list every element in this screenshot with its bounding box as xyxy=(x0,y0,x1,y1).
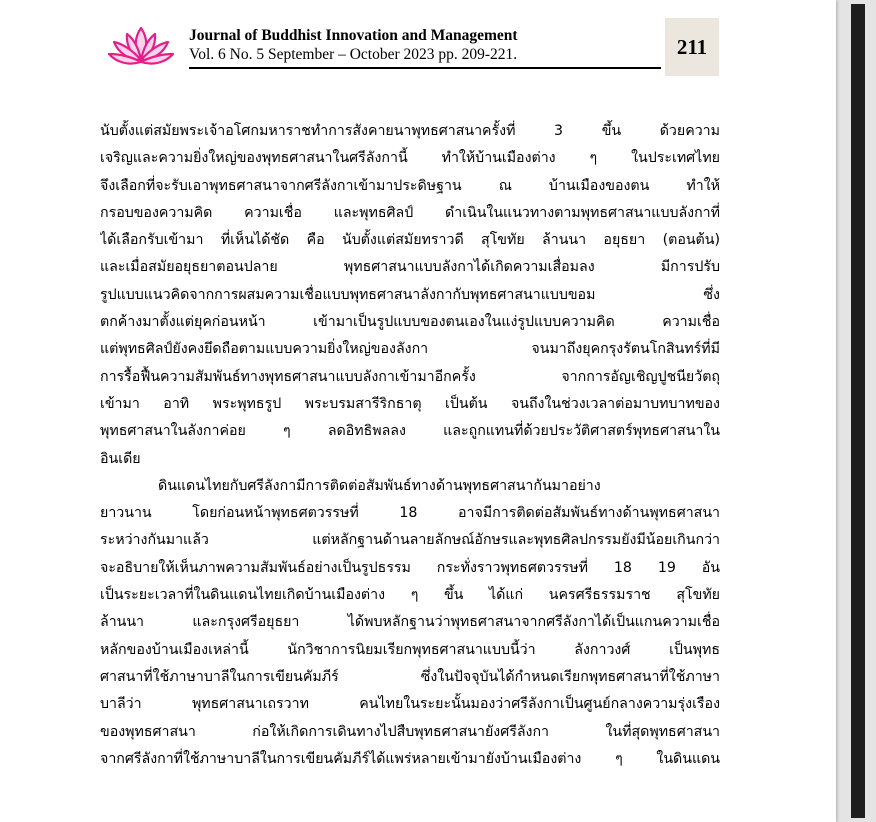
lotus-icon xyxy=(106,22,176,70)
text-line: นับตั้งแต่สมัยพระเจ้าอโศกมหาราชทำการสังคายนาพุทธศาสนาครั้งที่ 3 ขึ้น ด้วยความ xyxy=(100,123,720,139)
text-line: กรอบของความคิด ความเชื่อ และพุทธศิลป์ ดำเนินในแนวทางตามพุทธศาสนาแบบลังกาที่ xyxy=(100,204,720,221)
text-line: เจริญและความยิ่งใหญ่ของพุทธศาสนาในศรีลังกานี้ ทำให้บ้านเมืองต่าง ๆ ในประเทศไทย xyxy=(100,150,720,167)
body-text xyxy=(100,118,720,773)
text-line: ดินแดนไทยกับศรีลังกามีการติดต่อสัมพันธ์ทางด้านพุทธศาสนากันมาอย่าง xyxy=(158,477,601,494)
journal-issue: Vol. 6 No. 5 September – October 2023 pp. 209-221. xyxy=(189,46,518,63)
text-line: ได้เลือกรับเข้ามา ที่เห็นได้ชัด คือ นับตั้งแต่สมัยทราวดี สุโขทัย ล้านนา อยุธยา (ตอนต้น) xyxy=(100,232,720,249)
text-line: แต่พุทธศิลป์ยังคงยึดถือตามแบบความยิ่งใหญ่ของลังกา จนมาถึงยุคกรุงรัตนโกสินทร์ที่มี xyxy=(100,341,720,358)
text-line: หลักของบ้านเมืองเหล่านี้ นักวิชาการนิยมเรียกพุทธศาสนาแบบนี้ว่า ลังกาวงศ์ เป็นพุทธ xyxy=(100,641,720,658)
text-line: ระหว่างกันมาแล้ว แต่หลักฐานด้านลายลักษณ์อักษรและพุทธศิลปกรรมยังมีน้อยเกินกว่า xyxy=(100,532,720,549)
text-line: พุทธศาสนาในลังกาค่อย ๆ ลดอิทธิพลลง และถูกแทนที่ด้วยประวัติศาสตร์พุทธศาสนาใน xyxy=(100,423,720,440)
text-line: และเมื่อสมัยอยุธยาตอนปลาย พุทธศาสนาแบบลังกาได้เกิดความเสื่อมลง มีการปรับ xyxy=(100,259,720,276)
text-line: รูปแบบแนวคิดจากการผสมความเชื่อแบบพุทธศาสนาลังกากับพุทธศาสนาแบบขอม ซึ่ง xyxy=(100,286,720,303)
header-rule xyxy=(189,67,661,69)
text-line: ตกค้างมาตั้งแต่ยุคก่อนหน้า เข้ามาเป็นรูปแบบของตนเองในแง่รูปแบบความคิด ความเชื่อ xyxy=(100,314,720,331)
paragraph-2 xyxy=(100,473,720,773)
text-line: จึงเลือกที่จะรับเอาพุทธศาสนาจากศรีลังกาเข้ามาประดิษฐาน ณ บ้านเมืองของตน ทำให้ xyxy=(100,177,720,194)
text-line: อินเดีย xyxy=(100,450,141,467)
text-line: ยาวนาน โดยก่อนหน้าพุทธศตวรรษที่ 18 อาจมีการติดต่อสัมพันธ์ทางด้านพุทธศาสนา xyxy=(100,505,720,522)
journal-title: Journal of Buddhist Innovation and Management xyxy=(189,27,518,44)
text-line: การรื้อฟื้นความสัมพันธ์ทางพุทธศาสนาแบบลังกาเข้ามาอีกครั้ง จากการอัญเชิญปูชนียวัตถุ xyxy=(100,368,720,385)
page-number-box xyxy=(665,18,719,76)
text-line: บาลีว่า พุทธศาสนาเถรวาท คนไทยในระยะนั้นมองว่าศรีลังกาเป็นศูนย์กลางความรุ่งเรือง xyxy=(100,696,720,713)
page-number: 211 xyxy=(676,34,708,59)
text-line: ศาสนาที่ใช้ภาษาบาลีในการเขียนคัมภีร์ ซึ่งในปัจจุบันได้กำหนดเรียกพุทธศาสนาที่ใช้ภาษา xyxy=(100,668,720,685)
text-line: จะอธิบายให้เห็นภาพความสัมพันธ์อย่างเป็นรูปธรรม กระทั่งราวพุทธศตวรรษที่ 18 19 อัน xyxy=(100,559,720,576)
text-line: ล้านนา และกรุงศรีอยุธยา ได้พบหลักฐานว่าพุทธศาสนาจากศรีลังกาได้เป็นแกนความเชื่อ xyxy=(100,614,720,631)
text-line: จากศรีลังกาที่ใช้ภาษาบาลีในการเขียนคัมภีร์ได้แพร่หลายเข้ามายังบ้านเมืองต่าง ๆ ในดินแดน xyxy=(100,750,720,767)
text-line: เป็นระยะเวลาที่ในดินแดนไทยเกิดบ้านเมืองต่าง ๆ ขึ้น ได้แก่ นครศรีธรรมราช สุโขทัย xyxy=(100,587,720,604)
scrollbar-thumb[interactable] xyxy=(851,4,865,818)
paragraph-1 xyxy=(100,118,720,473)
text-line: เข้ามา อาทิ พระพุทธรูป พระบรมสารีริกธาตุ เป็นต้น จนถึงในช่วงเวลาต่อมาบทบาทของ xyxy=(100,395,720,412)
text-line: ของพุทธศาสนา ก่อให้เกิดการเดินทางไปสืบพุทธศาสนายังศรีลังกา ในที่สุดพุทธศาสนา xyxy=(100,723,720,740)
